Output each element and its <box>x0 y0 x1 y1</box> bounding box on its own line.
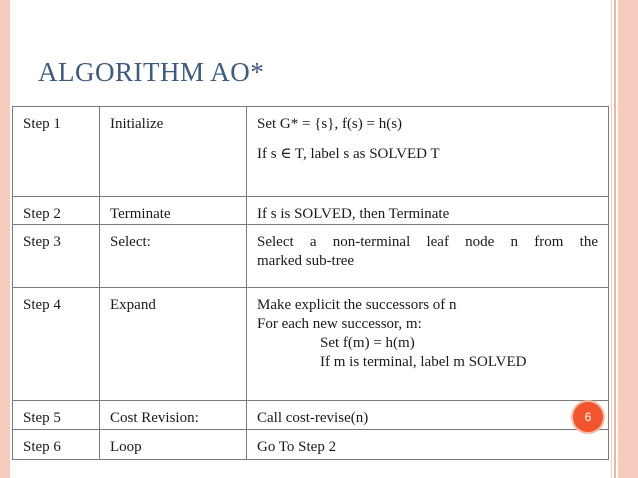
step-description <box>247 107 609 197</box>
step-label: Step 3 <box>13 225 100 288</box>
description-line: Set G* = {s}, f(s) = h(s) <box>257 116 403 132</box>
step-description <box>247 430 609 460</box>
step-name: Terminate <box>100 197 247 225</box>
step-label: Step 6 <box>13 430 100 460</box>
description-line: If s ∈ T, label s as SOLVED T <box>257 146 440 162</box>
algorithm-table <box>12 106 609 460</box>
step-name: Select: <box>100 225 247 288</box>
description-line: Set f(m) = h(m) <box>320 335 415 351</box>
description-line: If m is terminal, label m SOLVED <box>320 354 527 370</box>
step-label: Step 1 <box>13 107 100 197</box>
description-line: If s is SOLVED, then Terminate <box>257 206 450 222</box>
table-row <box>13 197 609 225</box>
step-name: Cost Revision: <box>100 401 247 430</box>
description-line: Go To Step 2 <box>257 439 337 455</box>
right-accent-line <box>614 0 616 478</box>
step-description <box>247 401 609 430</box>
description-line: Call cost-revise(n) <box>257 410 369 426</box>
description-line: Select a non-terminal leaf node n from the <box>257 234 598 250</box>
left-accent-bar <box>0 0 10 478</box>
step-label: Step 5 <box>13 401 100 430</box>
step-description <box>247 288 609 401</box>
table-row <box>13 288 609 401</box>
description-line: For each new successor, m: <box>257 316 422 332</box>
table-row <box>13 430 609 460</box>
page-number-badge: 6 <box>573 402 603 432</box>
step-description <box>247 225 609 288</box>
table-row <box>13 401 609 430</box>
table-row <box>13 107 609 197</box>
step-description <box>247 197 609 225</box>
table-row <box>13 225 609 288</box>
step-label: Step 2 <box>13 197 100 225</box>
step-name: Expand <box>100 288 247 401</box>
description-line: marked sub-tree <box>257 253 355 269</box>
step-name: Initialize <box>100 107 247 197</box>
description-line: Make explicit the successors of n <box>257 297 457 313</box>
step-name: Loop <box>100 430 247 460</box>
step-label: Step 4 <box>13 288 100 401</box>
slide-title: ALGORITHM AO* <box>38 57 265 87</box>
